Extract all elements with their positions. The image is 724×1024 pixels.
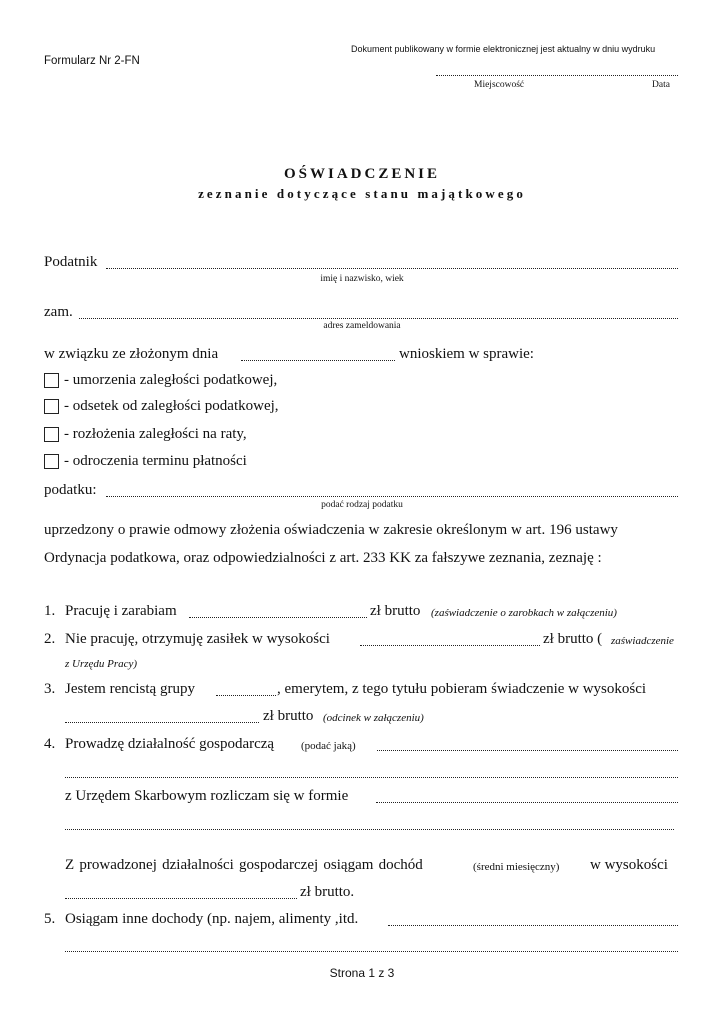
- option-label: - umorzenia zaległości podatkowej,: [64, 372, 278, 388]
- item-number: 3.: [44, 681, 56, 697]
- place-date-field[interactable]: [436, 75, 678, 76]
- checkbox-odroczenie[interactable]: [44, 454, 59, 469]
- option-label: - rozłożenia zaległości na raty,: [64, 426, 247, 442]
- tax-form-field-cont[interactable]: [65, 829, 674, 830]
- item-4-text: Prowadzę działalność gospodarczą: [65, 736, 275, 752]
- option-label: - odroczenia terminu płatności: [64, 453, 247, 469]
- item-2-suffix: zł brutto (: [543, 631, 603, 647]
- item-4-tax-office: z Urzędem Skarbowym rozliczam się w formie: [65, 788, 349, 804]
- submission-date-field[interactable]: [241, 360, 395, 361]
- item-1-note: (zaświadczenie o zarobkach w załączeniu): [431, 607, 617, 619]
- income-amount-field[interactable]: [65, 898, 297, 899]
- item-number: 4.: [44, 736, 56, 752]
- item-5-text: Osiągam inne dochody (np. najem, alimenty ,itd.: [65, 911, 359, 927]
- item-4-hint: (podać jaką): [301, 740, 356, 752]
- option-label: - odsetek od zaległości podatkowej,: [64, 398, 279, 414]
- form-number: Formularz Nr 2-FN: [44, 55, 140, 67]
- date-caption: Data: [652, 80, 670, 90]
- item-2-text: Nie pracuję, otrzymuję zasiłek w wysokości: [65, 631, 330, 647]
- taxpayer-caption: imię i nazwisko, wiek: [320, 274, 404, 284]
- pension-group-field[interactable]: [216, 695, 276, 696]
- item-4-income-a: Z prowadzonej działalności gospodarczej osiągam dochód: [65, 857, 423, 873]
- item-3-suffix: zł brutto: [263, 708, 314, 724]
- salary-field[interactable]: [189, 617, 367, 618]
- allowance-field[interactable]: [360, 645, 540, 646]
- checkbox-odsetki[interactable]: [44, 399, 59, 414]
- item-4-income-hint: (średni miesięczny): [473, 861, 560, 873]
- other-income-field[interactable]: [388, 925, 678, 926]
- page-number: Strona 1 z 3: [329, 966, 395, 980]
- item-3-note: (odcinek w załączeniu): [323, 712, 424, 724]
- page-title: OŚWIADCZENIE: [283, 166, 441, 182]
- business-type-field[interactable]: [377, 750, 678, 751]
- submitted-prefix: w związku ze złożonym dnia: [44, 346, 219, 362]
- address-label: zam.: [44, 304, 73, 320]
- tax-form-field[interactable]: [376, 802, 678, 803]
- tax-caption: podać rodzaj podatku: [321, 500, 403, 510]
- page-subtitle: zeznanie dotyczące stanu majątkowego: [198, 186, 526, 201]
- document-validity-note: Dokument publikowany w formie elektronicznej jest aktualny w dniu wydruku: [351, 44, 656, 54]
- checkbox-umorzenie[interactable]: [44, 373, 59, 388]
- item-number: 2.: [44, 631, 56, 647]
- item-4-income-b: w wysokości: [590, 857, 668, 873]
- tax-label: podatku:: [44, 482, 97, 498]
- declaration-line-2: Ordynacja podatkowa, oraz odpowiedzialności z art. 233 KK za fałszywe zeznania, zeznaję :: [44, 550, 602, 566]
- item-4-income-suffix: zł brutto.: [300, 884, 355, 900]
- item-3-text-b: , emerytem, z tego tytułu pobieram świadczenie w wysokości: [277, 681, 647, 697]
- place-caption: Miejscowość: [474, 80, 525, 90]
- taxpayer-label: Podatnik: [44, 254, 98, 270]
- business-type-field-cont[interactable]: [65, 777, 678, 778]
- item-3-text-a: Jestem rencistą grupy: [65, 681, 195, 697]
- pension-amount-field[interactable]: [65, 722, 259, 723]
- item-number: 5.: [44, 911, 56, 927]
- taxpayer-name-field[interactable]: [106, 268, 678, 269]
- declaration-line-1: uprzedzony o prawie odmowy złożenia oświadczenia w zakresie określonym w art. 196 ustawy: [44, 522, 618, 538]
- item-1-text: Pracuję i zarabiam: [65, 603, 177, 619]
- item-number: 1.: [44, 603, 56, 619]
- address-field[interactable]: [79, 318, 678, 319]
- address-caption: adres zameldowania: [323, 321, 401, 331]
- item-2-note-b: z Urzędu Pracy): [65, 658, 138, 670]
- other-income-field-cont[interactable]: [65, 951, 678, 952]
- item-2-note-a: zaświadczenie: [611, 635, 674, 647]
- submitted-suffix: wnioskiem w sprawie:: [399, 346, 534, 362]
- checkbox-raty[interactable]: [44, 427, 59, 442]
- item-1-suffix: zł brutto: [370, 603, 421, 619]
- tax-type-field[interactable]: [106, 496, 678, 497]
